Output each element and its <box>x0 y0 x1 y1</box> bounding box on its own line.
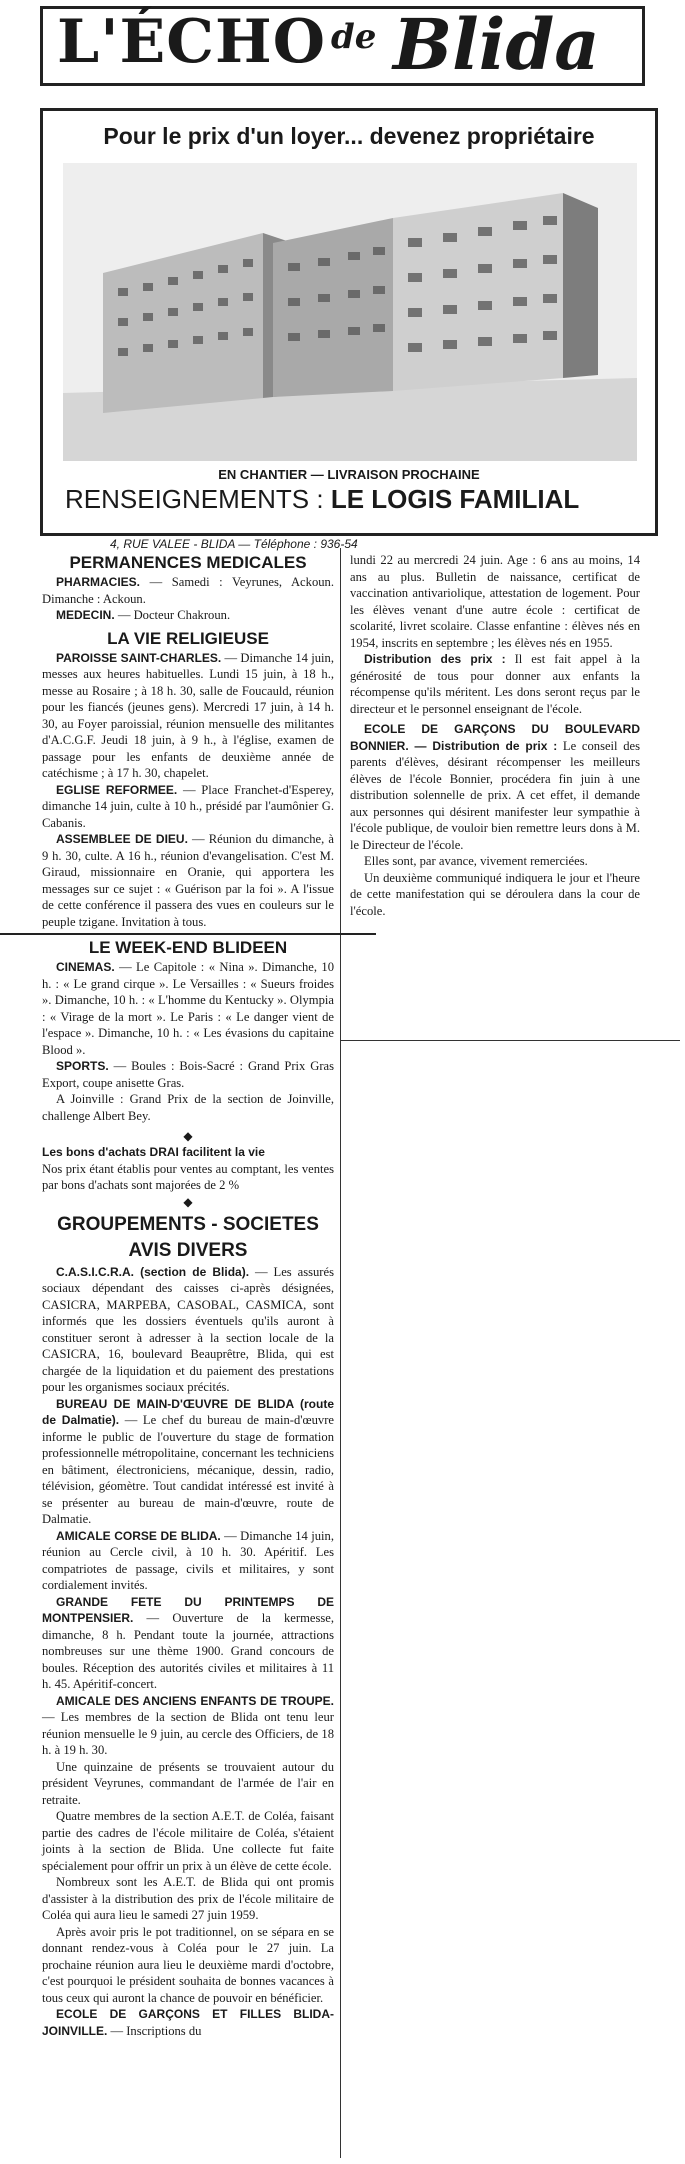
notice-assemblee-dieu: ASSEMBLEE DE DIEU. — Réunion du dimanche, à 9 h. 30, culte. A 16 h., réunion d'evangelisation. C'est M. Giraud, missionnaire en Oranie, qui apportera les messages sur ce sujet : « Guérison par la foi ». A l'issue de cette conférence il passera des vues en couleurs sur le peuple tzigane. Invitation à tous. <box>42 832 334 929</box>
building-illustration-icon <box>63 163 637 461</box>
heading-permanences: PERMANENCES MEDICALES <box>69 553 307 572</box>
notice-medecin: MEDECIN. — Docteur Chakroun. <box>56 608 231 622</box>
notice-fete-montpensier: GRANDE FETE DU PRINTEMPS DE MONTPENSIER. — Ouverture de la kermesse, dimanche, 8 h. Pendant toute la journée, attractions nombreuses sur une thème 1900. Grand concours de boules. Réception des autorités civiles et militaires à 11 h. 45. Apéritif-concert. <box>42 1594 334 1691</box>
section-rule <box>0 933 376 935</box>
ad-subline: EN CHANTIER — LIVRAISON PROCHAINE <box>218 467 480 482</box>
paragraph: Après avoir pris le pot traditionnel, on se sépara en se donnant rendez-vous à Coléa pour le 27 juin. La prochaine réunion aura lieu le deuxième mardi d'octobre, c'est pourquoi le président souhaita de bonnes vacances à tous ceux qui auront la chance de pouvoir en bénéficier. <box>42 1924 334 2005</box>
masthead <box>40 3 645 86</box>
diamond-ornament-icon: ◆ <box>183 1129 193 1143</box>
ad-renseignements <box>65 484 579 515</box>
column-divider <box>340 548 341 2158</box>
paragraph: Elles sont, par avance, vivement remerciées. <box>364 854 588 868</box>
logis-familial-ad <box>40 108 658 536</box>
diamond-ornament-icon: ◆ <box>183 1194 193 1209</box>
notice-pharmacies: PHARMACIES. — Samedi : Veyrunes, Ackoun. Dimanche : Ackoun. <box>42 575 334 606</box>
notice-distribution-prix: Distribution des prix : Il est fait appel à la générosité de tous pour donner aux enfants la récompense qu'ils méritent. Les dons seront reçus par le directeur et le personnel enseignant de l'école. <box>350 652 640 716</box>
paragraph: Quatre membres de la section A.E.T. de Coléa, faisant partie des cadres de l'école militaire de Coléa, s'étaient joints à la section de Blida. Une collecte fut faite spécialement pour offrir un prix à un élève de cette école. <box>42 1809 334 1873</box>
ad-company: LE LOGIS FAMILIAL <box>330 484 580 514</box>
masthead-blida: Blida <box>393 3 600 86</box>
paragraph: Nombreux sont les A.E.T. de Blida qui ont promis d'assister à la distribution des prix de l'école militaire de Coléa qui aura lieu le samedi 27 juin 1959. <box>42 1875 334 1922</box>
notice-ecole-bonnier: ECOLE DE GARÇONS DU BOULEVARD BONNIER. — Distribution de prix : Le conseil des parents d'élèves, désirant récompenser les meilleurs élèves de l'école Bonnier, procédera fin juin à une distribution solennelle de prix. A cet effet, il demande aux personnes qui désirent manifester leur sympathie à l'école publique, de vouloir bien remettre leurs dons à M. le Directeur de l'école. <box>350 722 641 852</box>
masthead-de: de <box>331 17 377 57</box>
paragraph: Une quinzaine de présents se trouvaient autour du président Veyrunes, commandant de l'armée de l'air en retraite. <box>42 1759 334 1807</box>
paragraph: lundi 22 au mercredi 24 juin. Age : 6 ans au moins, 14 ans au plus. Bulletin de naissance, certificat de vaccination antivariolique, attestation de logement. Pour les élèves venant d'une autre école : certificat de scolarité, livret scolaire. Classe enfantine : élèves nés en 1954, inscrits en septembre ; les élèves nés en 1955. <box>350 553 640 650</box>
heading-week-end: LE WEEK-END BLIDEEN <box>88 938 288 957</box>
drai-text: Nos prix étant établis pour ventes au comptant, les ventes par bons d'achats sont majorées de 2 % <box>42 1161 334 1192</box>
notice-joinville: A Joinville : Grand Prix de la section de Joinville, challenge Albert Bey. <box>42 1092 334 1123</box>
notice-paroisse: PAROISSE SAINT-CHARLES. — Dimanche 14 juin, messes aux heures habituelles. Lundi 15 juin, à 18 h., messe au Rosaire ; à 18 h. 30, salle de Foucauld, réunion pour les fiancés (jeunes gens). Mercredi 17 juin, à 14 h. 30, au Foyer paroissial, réunion mensuelle des militantes d'A.C.G.F. Jeudi 18 juin, à 9 h., à l'église, examen de passage pour les enfants de deuxième année de catéchisme ; à 17 h. 30, chapelet. <box>42 650 334 780</box>
notice-eglise-reformee: EGLISE REFORMEE. — Place Franchet-d'Esperey, dimanche 14 juin, culte à 10 h., présidé par l'aumônier G. Cabanis. <box>42 782 334 830</box>
notice-cinemas: CINEMAS. — Le Capitole : « Nina ». Dimanche, 10 h. : « Le grand cirque ». Le Versailles : « Sueurs froides ». Dimanche, 10 h. : « L'homme du Kentucky ». Olympia : « Virage de la mort ». Le Paris : « Le danger vient de l'espace ». Dimanche, 10 h. : « Les évasions du capitaine Blood ». <box>42 960 334 1057</box>
left-column <box>42 552 334 2039</box>
right-column-end-rule <box>340 1040 680 1041</box>
right-column <box>350 552 640 919</box>
masthead-title: L'ÉCHO <box>57 7 326 77</box>
notice-amicale-corse: AMICALE CORSE DE BLIDA. — Dimanche 14 juin, réunion au Cercle civil, à 10 h. 30. Apéritif. Les compatriotes de passage, civils et militaires, y sont cordialement invités. <box>42 1528 334 1592</box>
heading-avis-divers: AVIS DIVERS <box>128 1239 248 1261</box>
ad-address: 4, RUE VALEE - BLIDA — Téléphone : 936-54 <box>110 537 358 551</box>
notice-amicale-enfants-troupe: AMICALE DES ANCIENS ENFANTS DE TROUPE. — Les membres de la section de Blida ont tenu leur réunion mensuelle le 9 juin, au cercle des Officiers, de 18 h. à 19 h. 30. <box>42 1693 334 1757</box>
notice-casicra: C.A.S.I.C.R.A. (section de Blida). — Les assurés sociaux dépendant des caisses ci-après désignées, CASICRA, MARPEBA, CASOBAL, CASMICA, sont informés que les dossiers éventuels qu'ils auront à constituer seront à adresser à la section locale de la CASICRA, 16, boulevard Beauprêtre, Blida, qui est chargée de la liquidation et du paiement des prestations pour les organismes sociaux précités. <box>42 1264 334 1394</box>
heading-groupements: GROUPEMENTS - SOCIETES <box>57 1213 319 1235</box>
building-photo <box>63 163 637 461</box>
notice-ecole-joinville: ECOLE DE GARÇONS ET FILLES BLIDA-JOINVILLE. — Inscriptions du <box>42 2007 334 2038</box>
notice-bureau-main-oeuvre: BUREAU DE MAIN-D'ŒUVRE DE BLIDA (route de Dalmatie). — Le chef du bureau de main-d'œuvre informe le public de l'ouverture du stage de formation professionnelle métropolitaine, concernant les techniciens en bâtiment, électroniciens, mécanique, dessin, radio, télévision, géomètre. Tout candidat intéressé est invité à se présenter au bureau de main-d'œuvre, route de Dalmatie. <box>42 1396 334 1526</box>
ad-renseignements-label: RENSEIGNEMENTS : <box>65 484 324 514</box>
heading-vie-religieuse: LA VIE RELIGIEUSE <box>107 628 269 648</box>
paragraph: Un deuxième communiqué indiquera le jour et l'heure de cette manifestation qui se déroulera dans la cour de l'école. <box>350 870 640 918</box>
drai-slogan: Les bons d'achats DRAI facilitent la vie <box>42 1145 265 1159</box>
notice-sports: SPORTS. — Boules : Bois-Sacré : Grand Prix Gras Export, coupe anisette Gras. <box>42 1059 334 1090</box>
ad-headline: Pour le prix d'un loyer... devenez propriétaire <box>103 123 595 149</box>
